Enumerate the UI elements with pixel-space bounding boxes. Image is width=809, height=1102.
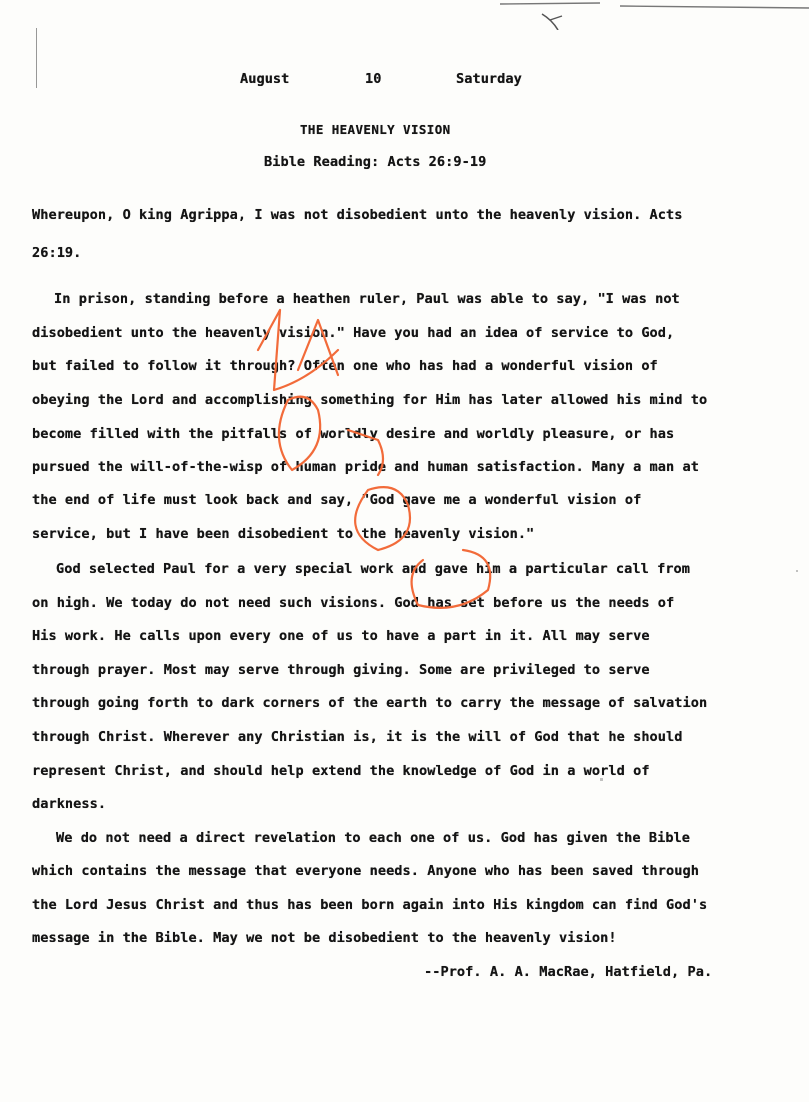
paragraph-1-line: In prison, standing before a heathen ruler, Paul was able to say, "I was not (54, 291, 680, 307)
bible-reading: Bible Reading: Acts 26:9-19 (264, 154, 487, 170)
stamp-stroke (258, 310, 338, 390)
scan-speck (600, 778, 603, 781)
paragraph-2-line: represent Christ, and should help extend the knowledge of God in a world of (32, 763, 650, 779)
paragraph-1-line: become filled with the pitfalls of worldly desire and worldly pleasure, or has (32, 426, 675, 442)
paragraph-1-line: disobedient unto the heavenly vision." Have you had an idea of service to God, (32, 325, 675, 341)
devotional-title: THE HEAVENLY VISION (300, 122, 451, 137)
paragraph-3-line: the Lord Jesus Christ and thus has been born again into His kingdom can find God's (32, 897, 708, 913)
paragraph-1-line: pursued the will-of-the-wisp of human pride and human satisfaction. Many a man at (32, 459, 699, 475)
paragraph-3-line: We do not need a direct revelation to each one of us. God has given the Bible (56, 830, 691, 846)
paragraph-3-line: which contains the message that everyone needs. Anyone who has been saved through (32, 863, 699, 879)
scan-speck (796, 570, 798, 572)
paragraph-2-line: His work. He calls upon every one of us to have a part in it. All may serve (32, 628, 650, 644)
paragraph-2-line: darkness. (32, 796, 107, 812)
page-edge-mark (36, 28, 37, 88)
paragraph-1-line: service, but I have been disobedient to the heavenly vision." (32, 526, 535, 542)
paragraph-2-line: through going forth to dark corners of the earth to carry the message of salvation (32, 695, 708, 711)
paragraph-1-line: the end of life must look back and say, "God gave me a wonderful vision of (32, 492, 642, 508)
paragraph-2-line: through prayer. Most may serve through giving. Some are privileged to serve (32, 662, 650, 678)
header-weekday: Saturday (456, 71, 522, 87)
scripture-line: 26:19. (32, 245, 82, 261)
author-signature: --Prof. A. A. MacRae, Hatfield, Pa. (424, 964, 713, 980)
header-month: August (240, 71, 290, 87)
scripture-line: Whereupon, O king Agrippa, I was not disobedient unto the heavenly vision. Acts (32, 207, 683, 223)
paragraph-1-line: but failed to follow it through? Often one who has had a wonderful vision of (32, 358, 658, 374)
paragraph-2-line: on high. We today do not need such visions. God has set before us the needs of (32, 595, 675, 611)
header-day: 10 (365, 71, 382, 87)
paragraph-1-line: obeying the Lord and accomplishing something for Him has later allowed his mind to (32, 392, 708, 408)
paragraph-2-line: God selected Paul for a very special work and gave him a particular call from (56, 561, 691, 577)
paragraph-2-line: through Christ. Wherever any Christian is, it is the will of God that he should (32, 729, 683, 745)
paragraph-3-line: message in the Bible. May we not be disobedient to the heavenly vision! (32, 930, 617, 946)
top-edge-scribble (480, 0, 809, 30)
